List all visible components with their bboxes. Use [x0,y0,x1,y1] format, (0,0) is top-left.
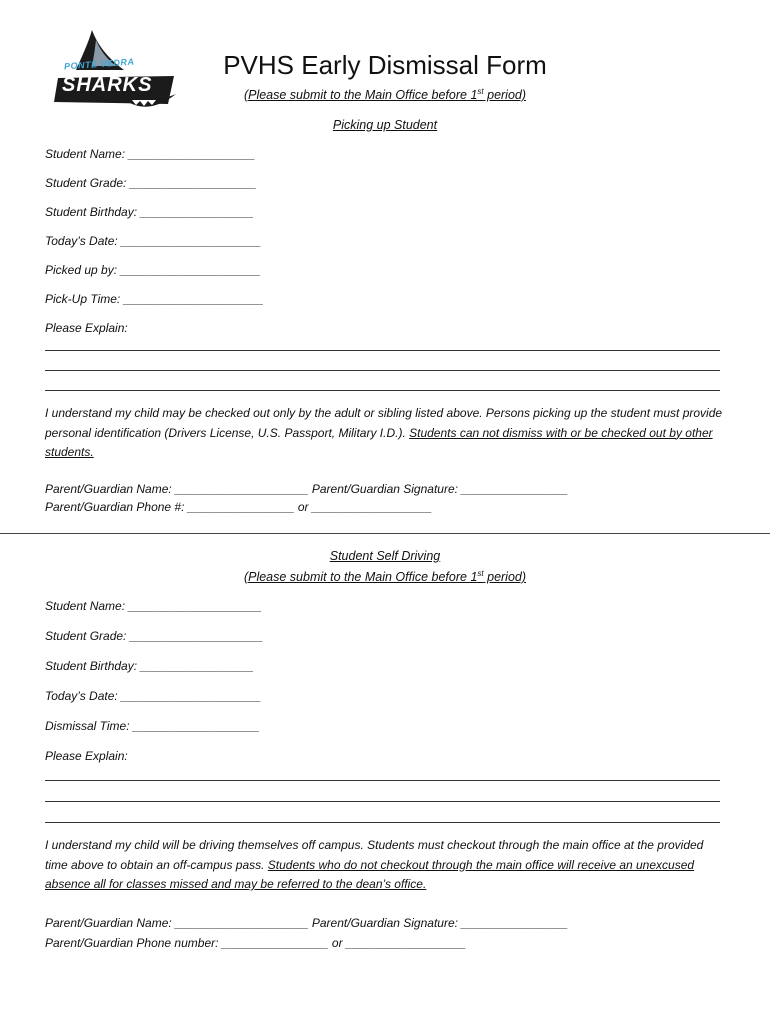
selfdrive-student-grade-field[interactable]: Student Grade: ____________________ [45,629,264,643]
selfdrive-explain-line-3[interactable] [45,822,720,823]
selfdrive-todays-date-field[interactable]: Today’s Date: _____________________ [45,689,262,703]
pickup-explain-label: Please Explain: [45,321,128,335]
selfdrive-student-birthday-field[interactable]: Student Birthday: _________________ [45,659,254,673]
selfdrive-explain-line-2[interactable] [45,801,720,802]
selfdrive-explain-label: Please Explain: [45,749,128,763]
submit-note: (Please submit to the Main Office before 1st period) [243,87,527,103]
pickup-student-name-field[interactable]: Student Name: ___________________ [45,147,256,161]
selfdrive-student-name-field[interactable]: Student Name: ____________________ [45,599,262,613]
selfdrive-guardian-phone[interactable]: Parent/Guardian Phone number: ________________ or __________________ [45,936,467,950]
logo-main-text: SHARKS [62,74,153,96]
pickup-student-grade-field[interactable]: Student Grade: ___________________ [45,176,257,190]
selfdrive-submit-note: (Please submit to the Main Office before 1st period) [243,569,527,585]
pickup-time-field[interactable]: Pick-Up Time: _____________________ [45,292,264,306]
pickup-student-birthday-field[interactable]: Student Birthday: _________________ [45,205,254,219]
pickup-agreement: I understand my child may be checked out only by the adult or sibling listed above. Persons picking up the student must provide personal identification (Drivers License, U.S. Passport, Military I.D.). Students can not dismiss with or be checked out by other students. [45,406,723,459]
pickup-guardian-phone[interactable]: Parent/Guardian Phone #: ________________ or __________________ [45,500,433,514]
pickup-explain-line-2[interactable] [45,370,720,371]
page-title: PVHS Early Dismissal Form [223,50,547,80]
pickup-explain-line-3[interactable] [45,390,720,391]
selfdrive-dismissal-time-field[interactable]: Dismissal Time: ___________________ [45,719,260,733]
pickup-picked-up-by-field[interactable]: Picked up by: _____________________ [45,263,261,277]
selfdrive-heading: Student Self Driving [329,549,441,563]
pickup-todays-date-field[interactable]: Today’s Date: _____________________ [45,234,262,248]
pickup-explain-line-1[interactable] [45,350,720,351]
section-divider [0,533,770,534]
pickup-guardian-name-signature[interactable]: Parent/Guardian Name: ____________________ Parent/Guardian Signature: ________________ [45,482,569,496]
selfdrive-explain-line-1[interactable] [45,780,720,781]
logo-top-text: PONTE VEDRA [63,56,135,72]
selfdrive-agreement: I understand my child will be driving themselves off campus. Students must checkout through the main office at the provided time above to obtain an off-campus pass. Students who do not checkout through the main office will receive an unexcused absence all for classes missed and may be referred to the dean’s office. [45,838,704,891]
pickup-heading: Picking up Student [332,118,438,132]
selfdrive-guardian-name-signature[interactable]: Parent/Guardian Name: ____________________ Parent/Guardian Signature: ________________ [45,916,569,930]
